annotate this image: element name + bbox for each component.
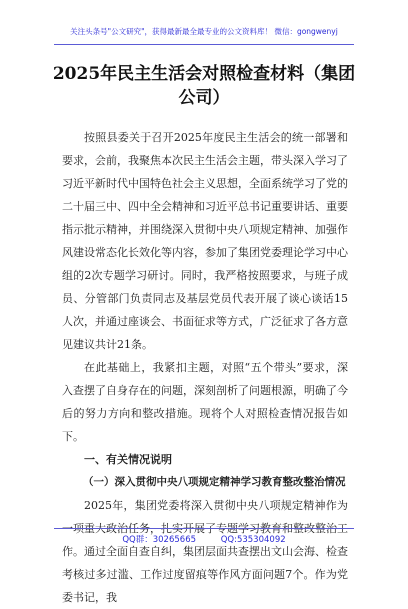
- footer: [0, 533, 408, 545]
- document-title: 2025年民主生活会对照检查材料（集团公司）: [52, 64, 356, 108]
- paragraph-section-1: 2025年，集团党委将深入贯彻中央八项规定精神作为一项重大政治任务，扎实开展了专题学习教育和整改整治工作。通过全面自查自纠，集团层面共查摆出文山会海、检查考核过多过滥、工作过度留痕等作风方面问题7个。作为党委书记，我: [62, 499, 348, 604]
- footer-qq-contact: QQ:535304092: [220, 535, 286, 545]
- paragraph-basis: 在此基础上，我紧扣主题，对照“五个带头”要求，深入查摆了自身存在的问题，深刻剖析了问题根源，明确了今后的努力方向和整改措施。现将个人对照检查情况报告如下。: [62, 361, 348, 443]
- footer-divider: [54, 528, 354, 529]
- footer-qq-group: QQ群：30265665: [122, 535, 197, 545]
- header-divider: [54, 44, 354, 45]
- paragraph-intro: 按照县委关于召开2025年度民主生活会的统一部署和要求，会前，我聚焦本次民主生活会主题，带头深入学习了习近平新时代中国特色社会主义思想，全面系统学习了党的二十届三中、四中全会精神和习近平总书记重要讲话、重要指示批示精神，并围绕深入贯彻中央八项规定精神、加强作风建设常态化长效化等内容，参加了集团党委理论学习中心组的2次专题学习研讨。同时，我严格按照要求，与班子成员、分管部门负责同志及基层党员代表开展了谈心谈话15人次，并通过座谈会、书面征求等方式，广泛征求了各方意见建议共计21条。: [62, 131, 348, 351]
- subsection-heading: （一）深入贯彻中央八项规定精神学习教育整改整治情况: [83, 476, 346, 488]
- section-heading: 一、有关情况说明: [84, 453, 172, 466]
- header-banner: 关注头条号"公文研究"，获得最新最全最专业的公文资料库！ 微信：gongwenyj: [70, 27, 338, 36]
